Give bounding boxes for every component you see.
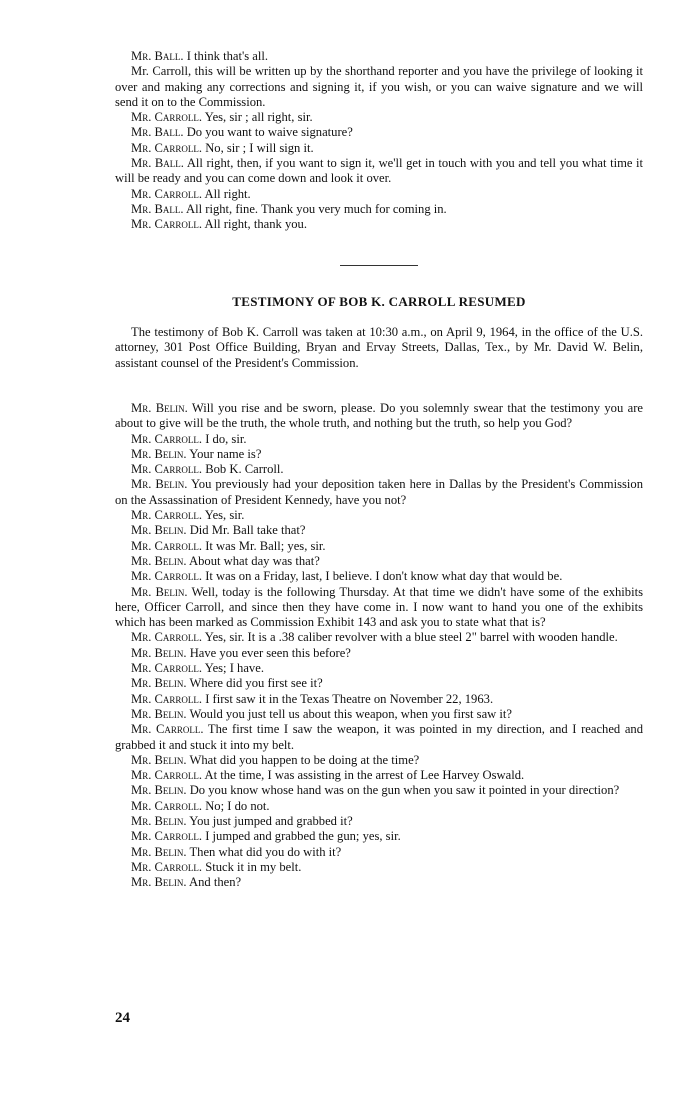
- transcript-section-1: [115, 49, 643, 233]
- speech-text: All right, then, if you want to sign it, we'll get in touch with you and tell you what time it will be ready and you can come down and look it over.: [115, 156, 643, 186]
- speaker-name: Mr. Carroll.: [131, 217, 203, 232]
- transcript-paragraph: [115, 630, 643, 645]
- transcript-paragraph: [115, 187, 643, 202]
- speech-text: Bob K. Carroll.: [205, 462, 284, 477]
- section-heading: TESTIMONY OF BOB K. CARROLL RESUMED: [232, 294, 526, 309]
- transcript-paragraph: [115, 539, 643, 554]
- transcript-paragraph: [115, 676, 643, 691]
- transcript-paragraph: [115, 447, 643, 462]
- transcript-paragraph: [115, 585, 643, 631]
- transcript-paragraph: [115, 829, 643, 844]
- intro-paragraph: The testimony of Bob K. Carroll was taken at 10:30 a.m., on April 9, 1964, in the office of the U.S. attorney, 301 Post Office Building, Bryan and Ervay Streets, Dallas, Tex., by Mr. David W. Belin, assistant counsel of the President's Commission.: [115, 325, 643, 370]
- speech-text: All right, fine. Thank you very much for coming in.: [186, 201, 447, 216]
- speech-text: Did Mr. Ball take that?: [189, 523, 306, 538]
- speech-text: I first saw it in the Texas Theatre on November 22, 1963.: [205, 691, 494, 706]
- speaker-name: Mr. Ball.: [131, 201, 184, 216]
- speaker-name: Mr. Belin.: [131, 446, 187, 461]
- speaker-name: Mr. Carroll.: [131, 110, 203, 125]
- speech-text: Stuck it in my belt.: [205, 859, 302, 874]
- speaker-name: Mr. Carroll.: [131, 722, 204, 737]
- speaker-name: Mr. Belin.: [131, 584, 188, 599]
- speech-text: Will you rise and be sworn, please. Do you solemnly swear that the testimony you are about to give will be the truth, the whole truth, and nothing but the truth, so help you God?: [115, 401, 643, 431]
- speech-text: About what day was that?: [189, 553, 320, 568]
- speaker-name: Mr. Carroll.: [131, 859, 203, 874]
- transcript-paragraph: [115, 110, 643, 125]
- speaker-name: Mr. Carroll.: [131, 661, 203, 676]
- speech-text: At the time, I was assisting in the arrest of Lee Harvey Oswald.: [204, 768, 525, 783]
- speech-text: You previously had your deposition taken here in Dallas by the President's Commission on the Assassination of President Kennedy, have you not?: [115, 477, 643, 507]
- transcript-paragraph: [115, 49, 643, 64]
- speech-text: No, sir ; I will sign it.: [205, 140, 314, 155]
- transcript-paragraph: [115, 661, 643, 676]
- transcript-paragraph: [115, 814, 643, 829]
- speaker-name: Mr. Carroll.: [131, 140, 203, 155]
- speaker-name: Mr. Belin.: [131, 523, 187, 538]
- speech-text: I do, sir.: [205, 431, 247, 446]
- speech-text: Yes, sir.: [204, 508, 245, 523]
- transcript-paragraph: [115, 692, 643, 707]
- transcript-section-2: [115, 401, 643, 891]
- speaker-name: Mr. Belin.: [131, 477, 188, 492]
- transcript-paragraph: [115, 156, 643, 187]
- speech-text: Mr. Carroll, this will be written up by the shorthand reporter and you have the privilege of looking it over and making any corrections and signing it, if you wish, or you can waive signature and we will send it on to the Commission.: [115, 64, 643, 109]
- transcript-paragraph: [115, 753, 643, 768]
- transcript-paragraph: [115, 477, 643, 508]
- speech-text: No; I do not.: [205, 798, 270, 813]
- speech-text: I jumped and grabbed the gun; yes, sir.: [205, 829, 401, 844]
- transcript-paragraph: [115, 523, 643, 538]
- transcript-paragraph: [115, 799, 643, 814]
- transcript-paragraph: [115, 768, 643, 783]
- speaker-name: Mr. Carroll.: [131, 798, 203, 813]
- transcript-paragraph: [115, 141, 643, 156]
- speech-text: I think that's all.: [186, 49, 269, 63]
- speech-text: Your name is?: [189, 446, 262, 461]
- speaker-name: Mr. Ball.: [131, 49, 184, 63]
- speech-text: What did you happen to be doing at the time?: [189, 752, 420, 767]
- transcript-paragraph: [115, 508, 643, 523]
- speaker-name: Mr. Belin.: [131, 783, 187, 798]
- speech-text: You just jumped and grabbed it?: [189, 814, 353, 829]
- speech-text: Yes, sir ; all right, sir.: [204, 110, 313, 125]
- transcript-paragraph: [115, 401, 643, 432]
- speaker-name: Mr. Carroll.: [131, 431, 203, 446]
- transcript-paragraph: [115, 707, 643, 722]
- transcript-paragraph: [115, 554, 643, 569]
- speaker-name: Mr. Carroll.: [131, 630, 203, 645]
- speech-text: Well, today is the following Thursday. At that time we didn't have some of the exhibits here, Officer Carroll, and since then they have come in. I now want to hand you one of the exhibits which has been marked as Commission Exhibit 143 and ask you to state what that is?: [115, 584, 644, 630]
- speaker-name: Mr. Carroll.: [131, 508, 203, 523]
- speaker-name: Mr. Carroll.: [131, 186, 203, 201]
- speaker-name: Mr. Carroll.: [131, 829, 203, 844]
- speech-text: Where did you first see it?: [189, 676, 323, 691]
- speaker-name: Mr. Belin.: [131, 401, 188, 415]
- speaker-name: Mr. Belin.: [131, 553, 187, 568]
- speech-text: It was Mr. Ball; yes, sir.: [205, 538, 326, 553]
- section-divider: [340, 265, 418, 266]
- speaker-name: Mr. Belin.: [131, 706, 187, 721]
- speech-text: Yes; I have.: [204, 661, 264, 676]
- speaker-name: Mr. Belin.: [131, 645, 187, 660]
- transcript-paragraph: [115, 845, 643, 860]
- transcript-paragraph: [115, 217, 643, 232]
- speaker-name: Mr. Ball.: [131, 156, 184, 171]
- transcript-paragraph: [115, 722, 643, 753]
- transcript-paragraph: [115, 462, 643, 477]
- speaker-name: Mr. Belin.: [131, 752, 187, 767]
- transcript-paragraph: [115, 202, 643, 217]
- speech-text: All right, thank you.: [204, 217, 308, 232]
- speech-text: Do you know whose hand was on the gun when you saw it pointed in your direction?: [189, 783, 620, 798]
- speaker-name: Mr. Carroll.: [131, 569, 203, 584]
- speaker-name: Mr. Belin.: [131, 844, 187, 859]
- speech-text: The first time I saw the weapon, it was pointed in my direction, and I reached and grabbed it and stuck it into my belt.: [115, 722, 644, 752]
- speech-text: Have you ever seen this before?: [189, 645, 351, 660]
- speaker-name: Mr. Belin.: [131, 875, 187, 890]
- speech-text: Then what did you do with it?: [189, 844, 342, 859]
- speaker-name: Mr. Carroll.: [131, 462, 203, 477]
- speaker-name: Mr. Carroll.: [131, 691, 203, 706]
- transcript-paragraph: [115, 875, 643, 890]
- transcript-paragraph: [115, 860, 643, 875]
- speaker-name: Mr. Carroll.: [131, 768, 203, 783]
- speech-text: Would you just tell us about this weapon, when you first saw it?: [189, 706, 513, 721]
- transcript-paragraph: [115, 783, 643, 798]
- speaker-name: Mr. Belin.: [131, 814, 187, 829]
- intro-block: [115, 325, 643, 371]
- transcript-paragraph: [115, 569, 643, 584]
- speaker-name: Mr. Carroll.: [131, 538, 203, 553]
- transcript-paragraph: [115, 125, 643, 140]
- speaker-name: Mr. Belin.: [131, 676, 187, 691]
- speech-text: It was on a Friday, last, I believe. I don't know what day that would be.: [205, 569, 563, 584]
- speech-text: All right.: [204, 186, 251, 201]
- transcript-paragraph: [115, 64, 643, 110]
- speech-text: And then?: [189, 875, 242, 890]
- transcript-paragraph: [115, 432, 643, 447]
- speaker-name: Mr. Ball.: [131, 125, 184, 140]
- speech-text: Yes, sir. It is a .38 caliber revolver with a blue steel 2" barrel with wooden handle.: [204, 630, 618, 645]
- transcript-paragraph: [115, 646, 643, 661]
- page-number: 24: [115, 1010, 130, 1026]
- speech-text: Do you want to waive signature?: [186, 125, 353, 140]
